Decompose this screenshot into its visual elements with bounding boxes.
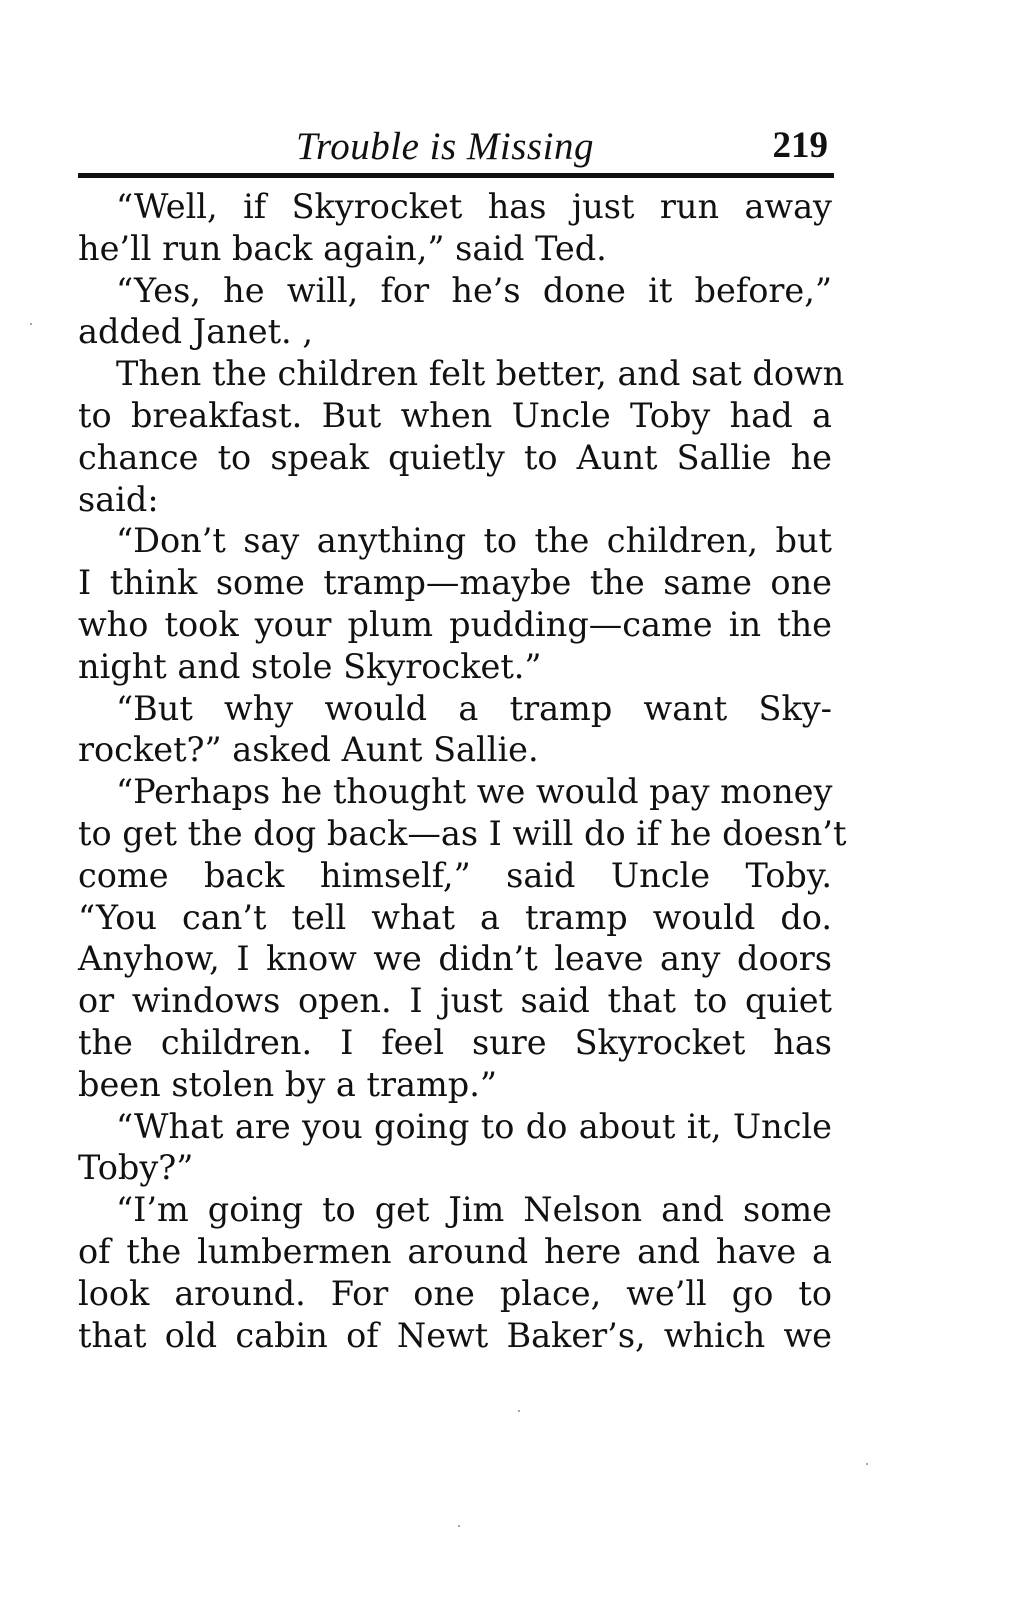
text-line: look around. For one place, we’ll go to <box>78 1273 832 1313</box>
text-line: or windows open. I just said that to quiet <box>78 981 832 1021</box>
text-line: come back himself,” said Uncle Toby. <box>78 855 832 895</box>
text-line: “Well, if Skyrocket has just run away <box>116 187 832 226</box>
text-line: “You can’t tell what a tramp would do. <box>78 897 832 937</box>
text-line: to breakfast. But when Uncle Toby had a <box>78 395 832 435</box>
page-header <box>78 124 832 172</box>
paper-speck <box>458 1525 460 1527</box>
text-line: rocket?” asked Aunt Sallie. <box>78 730 539 770</box>
paper-speck <box>866 1463 868 1465</box>
text-line: the children. I feel sure Skyrocket has <box>78 1022 832 1062</box>
text-line: of the lumbermen around here and have a <box>78 1231 832 1271</box>
text-line: to get the dog back—as I will do if he doesn’t <box>78 813 847 853</box>
text-line: Anyhow, I know we didn’t leave any doors <box>78 939 832 979</box>
running-title: Trouble is Missing <box>296 125 594 168</box>
text-line: “Perhaps he thought we would pay money <box>116 772 833 812</box>
text-line: he’ll run back again,” said Ted. <box>78 228 607 268</box>
text-line: been stolen by a tramp.” <box>78 1064 497 1104</box>
text-line: Toby?” <box>78 1148 194 1188</box>
text-line: “But why would a tramp want Sky- <box>116 688 832 728</box>
text-line: added Janet. , <box>78 312 313 352</box>
text-line: I think some tramp—maybe the same one <box>78 563 832 603</box>
paper-speck <box>30 323 32 325</box>
text-line: said: <box>78 479 159 519</box>
page-number: 219 <box>772 125 828 166</box>
text-line: “Don’t say anything to the children, but <box>116 521 832 561</box>
text-line: Then the children felt better, and sat down <box>116 354 845 394</box>
text-line: “Yes, he will, for he’s done it before,” <box>116 270 832 310</box>
header-rule <box>78 173 834 178</box>
paper-speck <box>518 1410 520 1412</box>
text-line: “I’m going to get Jim Nelson and some <box>116 1190 832 1230</box>
text-line: “What are you going to do about it, Uncle <box>116 1106 832 1146</box>
text-line: chance to speak quietly to Aunt Sallie he <box>78 437 832 477</box>
text-line: that old cabin of Newt Baker’s, which we <box>78 1315 832 1355</box>
body-text <box>78 186 847 1356</box>
text-line: night and stole Skyrocket.” <box>78 646 542 686</box>
text-line: who took your plum pudding—came in the <box>78 604 832 644</box>
